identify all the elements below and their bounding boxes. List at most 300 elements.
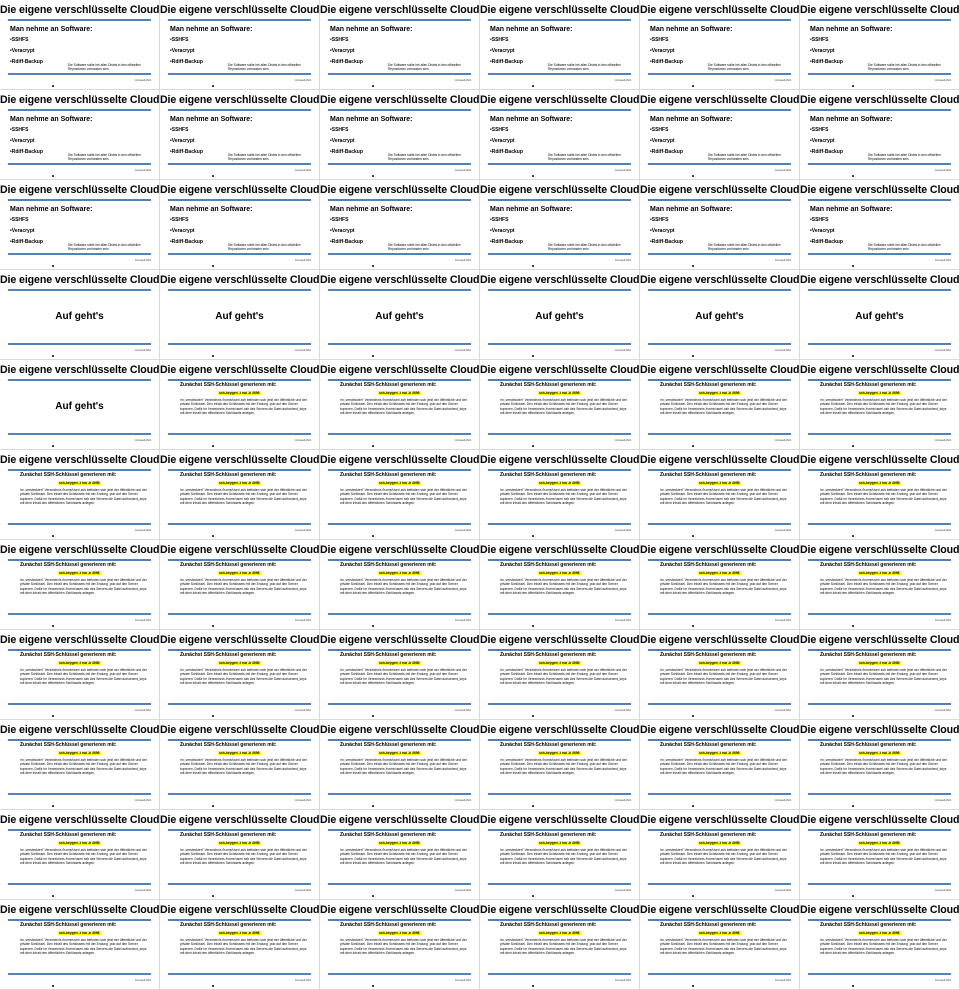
slide-footer: Linuxwelt 2021 (775, 168, 791, 172)
slide-thumbnail-28[interactable] (480, 360, 639, 449)
slide-thumbnail-40[interactable] (480, 540, 639, 629)
list-item: • SSHFS (170, 37, 203, 48)
slide-title: Die eigene verschlüsselte Cloud (480, 904, 639, 916)
ssh-command: ssh-keygen -t rsa -b 4096 (379, 751, 420, 755)
title-rule (648, 919, 791, 921)
slide-thumbnail-27[interactable] (320, 360, 479, 449)
slide-thumbnail-59[interactable] (640, 810, 799, 899)
slide-footer: Linuxwelt 2021 (935, 708, 951, 712)
title-rule (808, 469, 951, 471)
slide-title: Die eigene verschlüsselte Cloud (160, 904, 319, 916)
bottom-rule (648, 523, 791, 525)
bottom-rule (328, 613, 471, 615)
slide-thumbnail-17[interactable] (640, 180, 799, 269)
slide-footer: Linuxwelt 2021 (295, 258, 311, 262)
slide-thumbnail-9[interactable] (320, 90, 479, 179)
software-heading: Man nehme an Software: (170, 116, 253, 123)
software-note: Die Software sollte bei allen Distris in den offiziellen Repositorien vorhanden sein. (708, 63, 781, 71)
page-marker (692, 445, 694, 447)
bottom-rule (8, 523, 151, 525)
software-note: Die Software sollte bei allen Distris in den offiziellen Repositorien vorhanden sein. (388, 243, 461, 251)
slide-thumbnail-38[interactable] (160, 540, 319, 629)
software-list (810, 217, 843, 250)
slide-thumbnail-60[interactable] (800, 810, 959, 899)
slide-thumbnail-42[interactable] (800, 540, 959, 629)
slide-thumbnail-8[interactable] (160, 90, 319, 179)
slide-footer: Linuxwelt 2021 (775, 618, 791, 622)
ssh-heading: Zunächst SSH-Schlüssel generieren mit: (500, 742, 597, 748)
slide-title: Die eigene verschlüsselte Cloud (0, 814, 159, 826)
bottom-rule (8, 973, 151, 975)
slide-thumbnail-11[interactable] (640, 90, 799, 179)
title-rule (648, 109, 791, 111)
bottom-rule (328, 883, 471, 885)
slide-footer: Linuxwelt 2021 (295, 168, 311, 172)
list-item: • SSHFS (650, 37, 683, 48)
slide-thumbnail-6[interactable] (800, 0, 959, 89)
slide-footer: Linuxwelt 2021 (615, 168, 631, 172)
ssh-command: ssh-keygen -t rsa -b 4096 (219, 391, 260, 395)
slide-thumbnail-7[interactable] (0, 90, 159, 179)
list-item: • Veracrypt (170, 228, 203, 239)
page-marker (692, 805, 694, 807)
slide-thumbnail-56[interactable] (160, 810, 319, 899)
slide-footer: Linuxwelt 2021 (135, 708, 151, 712)
bottom-rule (808, 73, 951, 75)
ssh-heading: Zunächst SSH-Schlüssel generieren mit: (660, 652, 757, 658)
page-marker (692, 535, 694, 537)
list-item: • SSHFS (170, 127, 203, 138)
page-marker (52, 625, 54, 627)
software-note: Die Software sollte bei allen Distris in den offiziellen Repositorien vorhanden sein. (68, 153, 141, 161)
software-note: Die Software sollte bei allen Distris in den offiziellen Repositorien vorhanden sein. (548, 243, 621, 251)
ssh-heading: Zunächst SSH-Schlüssel generieren mit: (820, 922, 917, 928)
slide-footer: Linuxwelt 2021 (775, 438, 791, 442)
bottom-rule (488, 883, 631, 885)
bottom-rule (328, 163, 471, 165)
slide-thumbnail-51[interactable] (320, 720, 479, 809)
slide-thumbnail-34[interactable] (480, 450, 639, 539)
ssh-body: Im „versteckten" Verzeichnis /home/user/.ssh befinden sich jetzt der öffentliche und der private Schlüssel. Den Inhalt des Schlüssels mit der Endung .pub auf den Server kopieren. Dafür im Verzeichnis /home/user/.ssh des Servers die Datei authorized_keys mit dem Inhalt des öffentlichen Schlüssels anlegen. (500, 398, 627, 416)
ssh-command: ssh-keygen -t rsa -b 4096 (539, 571, 580, 575)
slide-title: Die eigene verschlüsselte Cloud (320, 364, 479, 376)
bottom-rule (488, 343, 631, 345)
ssh-body: Im „versteckten" Verzeichnis /home/user/.ssh befinden sich jetzt der öffentliche und der private Schlüssel. Den Inhalt des Schlüssels mit der Endung .pub auf den Server kopieren. Dafür im Verzeichnis /home/user/.ssh des Servers die Datei authorized_keys mit dem Inhalt des öffentlichen Schlüssels anlegen. (820, 758, 947, 776)
slide-thumbnail-14[interactable] (160, 180, 319, 269)
ssh-body: Im „versteckten" Verzeichnis /home/user/.ssh befinden sich jetzt der öffentliche und der private Schlüssel. Den Inhalt des Schlüssels mit der Endung .pub auf den Server kopieren. Dafür im Verzeichnis /home/user/.ssh des Servers die Datei authorized_keys mit dem Inhalt des öffentlichen Schlüssels anlegen. (660, 488, 787, 506)
ssh-command: ssh-keygen -t rsa -b 4096 (539, 661, 580, 665)
slide-footer: Linuxwelt 2021 (615, 888, 631, 892)
list-item: • SSHFS (490, 127, 523, 138)
slide-thumbnail-30[interactable] (800, 360, 959, 449)
ssh-body: Im „versteckten" Verzeichnis /home/user/.ssh befinden sich jetzt der öffentliche und der private Schlüssel. Den Inhalt des Schlüssels mit der Endung .pub auf den Server kopieren. Dafür im Verzeichnis /home/user/.ssh des Servers die Datei authorized_keys mit dem Inhalt des öffentlichen Schlüssels anlegen. (20, 578, 147, 596)
slide-thumbnail-57[interactable] (320, 810, 479, 899)
slide-thumbnail-24[interactable] (800, 270, 959, 359)
bottom-rule (8, 73, 151, 75)
slide-title: Die eigene verschlüsselte Cloud (160, 454, 319, 466)
software-note: Die Software sollte bei allen Distris in den offiziellen Repositorien vorhanden sein. (708, 153, 781, 161)
slide-thumbnail-18[interactable] (800, 180, 959, 269)
slide-thumbnail-1[interactable] (0, 0, 159, 89)
ssh-body: Im „versteckten" Verzeichnis /home/user/.ssh befinden sich jetzt der öffentliche und der private Schlüssel. Den Inhalt des Schlüssels mit der Endung .pub auf den Server kopieren. Dafür im Verzeichnis /home/user/.ssh des Servers die Datei authorized_keys mit dem Inhalt des öffentlichen Schlüssels anlegen. (660, 398, 787, 416)
slide-title: Die eigene verschlüsselte Cloud (800, 544, 959, 556)
title-rule (168, 19, 311, 21)
slide-footer: Linuxwelt 2021 (935, 798, 951, 802)
page-marker (372, 445, 374, 447)
slide-thumbnail-37[interactable] (0, 540, 159, 629)
slide-footer: Linuxwelt 2021 (135, 78, 151, 82)
slide-thumbnail-4[interactable] (480, 0, 639, 89)
title-rule (808, 649, 951, 651)
title-rule (8, 289, 151, 291)
bottom-rule (808, 523, 951, 525)
slide-footer: Linuxwelt 2021 (615, 258, 631, 262)
slide-footer: Linuxwelt 2021 (135, 348, 151, 352)
slide-footer: Linuxwelt 2021 (455, 438, 471, 442)
bottom-rule (648, 703, 791, 705)
ssh-command: ssh-keygen -t rsa -b 4096 (539, 391, 580, 395)
slide-thumbnail-12[interactable] (800, 90, 959, 179)
slide-title: Die eigene verschlüsselte Cloud (480, 364, 639, 376)
title-rule (328, 649, 471, 651)
bottom-rule (488, 73, 631, 75)
ssh-body: Im „versteckten" Verzeichnis /home/user/.ssh befinden sich jetzt der öffentliche und der private Schlüssel. Den Inhalt des Schlüssels mit der Endung .pub auf den Server kopieren. Dafür im Verzeichnis /home/user/.ssh des Servers die Datei authorized_keys mit dem Inhalt des öffentlichen Schlüssels anlegen. (180, 398, 307, 416)
list-item: • SSHFS (10, 37, 43, 48)
ssh-heading: Zunächst SSH-Schlüssel generieren mit: (820, 742, 917, 748)
slide-footer: Linuxwelt 2021 (935, 438, 951, 442)
slide-thumbnail-66[interactable] (800, 900, 959, 989)
title-rule (328, 739, 471, 741)
slide-thumbnail-41[interactable] (640, 540, 799, 629)
slide-thumbnail-16[interactable] (480, 180, 639, 269)
slide-thumbnail-32[interactable] (160, 450, 319, 539)
slide-footer: Linuxwelt 2021 (615, 798, 631, 802)
title-rule (648, 649, 791, 651)
ssh-heading: Zunächst SSH-Schlüssel generieren mit: (340, 562, 437, 568)
ssh-heading: Zunächst SSH-Schlüssel generieren mit: (180, 742, 277, 748)
slide-thumbnail-46[interactable] (480, 630, 639, 719)
ssh-command: ssh-keygen -t rsa -b 4096 (859, 751, 900, 755)
slide-thumbnail-5[interactable] (640, 0, 799, 89)
slide-thumbnail-3[interactable] (320, 0, 479, 89)
title-rule (808, 109, 951, 111)
slide-thumbnail-36[interactable] (800, 450, 959, 539)
ssh-body: Im „versteckten" Verzeichnis /home/user/.ssh befinden sich jetzt der öffentliche und der private Schlüssel. Den Inhalt des Schlüssels mit der Endung .pub auf den Server kopieren. Dafür im Verzeichnis /home/user/.ssh des Servers die Datei authorized_keys mit dem Inhalt des öffentlichen Schlüssels anlegen. (500, 578, 627, 596)
ssh-body: Im „versteckten" Verzeichnis /home/user/.ssh befinden sich jetzt der öffentliche und der private Schlüssel. Den Inhalt des Schlüssels mit der Endung .pub auf den Server kopieren. Dafür im Verzeichnis /home/user/.ssh des Servers die Datei authorized_keys mit dem Inhalt des öffentlichen Schlüssels anlegen. (340, 758, 467, 776)
ssh-body: Im „versteckten" Verzeichnis /home/user/.ssh befinden sich jetzt der öffentliche und der private Schlüssel. Den Inhalt des Schlüssels mit der Endung .pub auf den Server kopieren. Dafür im Verzeichnis /home/user/.ssh des Servers die Datei authorized_keys mit dem Inhalt des öffentlichen Schlüssels anlegen. (340, 488, 467, 506)
slide-thumbnail-65[interactable] (640, 900, 799, 989)
slide-footer: Linuxwelt 2021 (775, 78, 791, 82)
slide-footer: Linuxwelt 2021 (295, 348, 311, 352)
slide-title: Die eigene verschlüsselte Cloud (0, 94, 159, 106)
ssh-heading: Zunächst SSH-Schlüssel generieren mit: (660, 562, 757, 568)
software-heading: Man nehme an Software: (490, 206, 573, 213)
slide-thumbnail-39[interactable] (320, 540, 479, 629)
slide-footer: Linuxwelt 2021 (615, 708, 631, 712)
software-list (10, 37, 43, 70)
list-item: • Veracrypt (10, 48, 43, 59)
list-item: • Rdiff-Backup (170, 149, 203, 160)
software-note: Die Software sollte bei allen Distris in den offiziellen Repositorien vorhanden sein. (868, 243, 941, 251)
page-marker (852, 805, 854, 807)
list-item: • Rdiff-Backup (650, 59, 683, 70)
slide-title: Die eigene verschlüsselte Cloud (800, 4, 959, 16)
slide-thumbnail-52[interactable] (480, 720, 639, 809)
slide-thumbnail-25[interactable] (0, 360, 159, 449)
list-item: • Rdiff-Backup (810, 239, 843, 250)
bottom-rule (168, 793, 311, 795)
ssh-command: ssh-keygen -t rsa -b 4096 (539, 481, 580, 485)
ssh-body: Im „versteckten" Verzeichnis /home/user/.ssh befinden sich jetzt der öffentliche und der private Schlüssel. Den Inhalt des Schlüssels mit der Endung .pub auf den Server kopieren. Dafür im Verzeichnis /home/user/.ssh des Servers die Datei authorized_keys mit dem Inhalt des öffentlichen Schlüssels anlegen. (500, 488, 627, 506)
slide-title: Die eigene verschlüsselte Cloud (480, 814, 639, 826)
ssh-command: ssh-keygen -t rsa -b 4096 (859, 391, 900, 395)
slide-footer: Linuxwelt 2021 (935, 528, 951, 532)
title-rule (808, 829, 951, 831)
software-note: Die Software sollte bei allen Distris in den offiziellen Repositorien vorhanden sein. (868, 63, 941, 71)
list-item: • Veracrypt (650, 138, 683, 149)
software-list (170, 37, 203, 70)
slide-footer: Linuxwelt 2021 (775, 798, 791, 802)
title-rule (328, 289, 471, 291)
bottom-rule (808, 883, 951, 885)
page-marker (852, 175, 854, 177)
ssh-heading: Zunächst SSH-Schlüssel generieren mit: (660, 382, 757, 388)
slide-title: Die eigene verschlüsselte Cloud (320, 814, 479, 826)
slide-footer: Linuxwelt 2021 (775, 708, 791, 712)
ssh-body: Im „versteckten" Verzeichnis /home/user/.ssh befinden sich jetzt der öffentliche und der private Schlüssel. Den Inhalt des Schlüssels mit der Endung .pub auf den Server kopieren. Dafür im Verzeichnis /home/user/.ssh des Servers die Datei authorized_keys mit dem Inhalt des öffentlichen Schlüssels anlegen. (820, 848, 947, 866)
slide-thumbnail-49[interactable] (0, 720, 159, 809)
ssh-command: ssh-keygen -t rsa -b 4096 (379, 571, 420, 575)
bottom-rule (328, 253, 471, 255)
slide-thumbnail-19[interactable] (0, 270, 159, 359)
ssh-heading: Zunächst SSH-Schlüssel generieren mit: (180, 832, 277, 838)
title-rule (168, 649, 311, 651)
list-item: • Veracrypt (810, 228, 843, 239)
page-marker (52, 535, 54, 537)
software-heading: Man nehme an Software: (650, 206, 733, 213)
bottom-rule (488, 703, 631, 705)
slide-title: Die eigene verschlüsselte Cloud (640, 454, 799, 466)
slide-footer: Linuxwelt 2021 (295, 798, 311, 802)
slide-thumbnail-43[interactable] (0, 630, 159, 719)
ssh-heading: Zunächst SSH-Schlüssel generieren mit: (820, 562, 917, 568)
list-item: • Rdiff-Backup (650, 239, 683, 250)
ssh-body: Im „versteckten" Verzeichnis /home/user/.ssh befinden sich jetzt der öffentliche und der private Schlüssel. Den Inhalt des Schlüssels mit der Endung .pub auf den Server kopieren. Dafür im Verzeichnis /home/user/.ssh des Servers die Datei authorized_keys mit dem Inhalt des öffentlichen Schlüssels anlegen. (180, 488, 307, 506)
bottom-rule (488, 793, 631, 795)
slide-footer: Linuxwelt 2021 (935, 168, 951, 172)
list-item: • Rdiff-Backup (810, 59, 843, 70)
slide-thumbnail-29[interactable] (640, 360, 799, 449)
title-rule (8, 649, 151, 651)
list-item: • SSHFS (170, 217, 203, 228)
ssh-command: ssh-keygen -t rsa -b 4096 (219, 931, 260, 935)
ssh-heading: Zunächst SSH-Schlüssel generieren mit: (340, 652, 437, 658)
page-marker (852, 535, 854, 537)
list-item: • Veracrypt (810, 138, 843, 149)
page-marker (212, 175, 214, 177)
slide-thumbnail-31[interactable] (0, 450, 159, 539)
slide-title: Die eigene verschlüsselte Cloud (800, 184, 959, 196)
page-marker (852, 85, 854, 87)
slide-footer: Linuxwelt 2021 (135, 168, 151, 172)
start-text: Auf geht's (375, 311, 424, 322)
software-heading: Man nehme an Software: (170, 206, 253, 213)
software-heading: Man nehme an Software: (330, 26, 413, 33)
title-rule (8, 829, 151, 831)
slide-title: Die eigene verschlüsselte Cloud (640, 184, 799, 196)
slide-footer: Linuxwelt 2021 (935, 78, 951, 82)
slide-thumbnail-64[interactable] (480, 900, 639, 989)
bottom-rule (168, 883, 311, 885)
bottom-rule (168, 163, 311, 165)
ssh-body: Im „versteckten" Verzeichnis /home/user/.ssh befinden sich jetzt der öffentliche und der private Schlüssel. Den Inhalt des Schlüssels mit der Endung .pub auf den Server kopieren. Dafür im Verzeichnis /home/user/.ssh des Servers die Datei authorized_keys mit dem Inhalt des öffentlichen Schlüssels anlegen. (820, 668, 947, 686)
slide-footer: Linuxwelt 2021 (455, 978, 471, 982)
ssh-command: ssh-keygen -t rsa -b 4096 (59, 931, 100, 935)
slide-thumbnail-44[interactable] (160, 630, 319, 719)
page-marker (212, 805, 214, 807)
ssh-command: ssh-keygen -t rsa -b 4096 (699, 481, 740, 485)
slide-title: Die eigene verschlüsselte Cloud (800, 94, 959, 106)
page-marker (692, 895, 694, 897)
slide-thumbnail-13[interactable] (0, 180, 159, 269)
ssh-command: ssh-keygen -t rsa -b 4096 (859, 661, 900, 665)
slide-title: Die eigene verschlüsselte Cloud (160, 274, 319, 286)
slide-thumbnail-53[interactable] (640, 720, 799, 809)
ssh-body: Im „versteckten" Verzeichnis /home/user/.ssh befinden sich jetzt der öffentliche und der private Schlüssel. Den Inhalt des Schlüssels mit der Endung .pub auf den Server kopieren. Dafür im Verzeichnis /home/user/.ssh des Servers die Datei authorized_keys mit dem Inhalt des öffentlichen Schlüssels anlegen. (660, 668, 787, 686)
ssh-heading: Zunächst SSH-Schlüssel generieren mit: (20, 742, 117, 748)
title-rule (328, 19, 471, 21)
bottom-rule (808, 973, 951, 975)
slide-thumbnail-45[interactable] (320, 630, 479, 719)
list-item: • Veracrypt (650, 228, 683, 239)
ssh-heading: Zunächst SSH-Schlüssel generieren mit: (660, 472, 757, 478)
page-marker (852, 445, 854, 447)
title-rule (648, 829, 791, 831)
ssh-command: ssh-keygen -t rsa -b 4096 (699, 841, 740, 845)
slide-thumbnail-63[interactable] (320, 900, 479, 989)
software-note: Die Software sollte bei allen Distris in den offiziellen Repositorien vorhanden sein. (68, 243, 141, 251)
ssh-command: ssh-keygen -t rsa -b 4096 (859, 481, 900, 485)
software-note: Die Software sollte bei allen Distris in den offiziellen Repositorien vorhanden sein. (868, 153, 941, 161)
bottom-rule (328, 793, 471, 795)
ssh-body: Im „versteckten" Verzeichnis /home/user/.ssh befinden sich jetzt der öffentliche und der private Schlüssel. Den Inhalt des Schlüssels mit der Endung .pub auf den Server kopieren. Dafür im Verzeichnis /home/user/.ssh des Servers die Datei authorized_keys mit dem Inhalt des öffentlichen Schlüssels anlegen. (20, 758, 147, 776)
slide-thumbnail-10[interactable] (480, 90, 639, 179)
slide-thumbnail-2[interactable] (160, 0, 319, 89)
slide-thumbnail-33[interactable] (320, 450, 479, 539)
list-item: • Rdiff-Backup (10, 59, 43, 70)
page-marker (372, 535, 374, 537)
title-rule (168, 379, 311, 381)
ssh-heading: Zunächst SSH-Schlüssel generieren mit: (180, 922, 277, 928)
list-item: • SSHFS (650, 127, 683, 138)
ssh-command: ssh-keygen -t rsa -b 4096 (859, 841, 900, 845)
slide-thumbnail-62[interactable] (160, 900, 319, 989)
slide-thumbnail-61[interactable] (0, 900, 159, 989)
slide-thumbnail-47[interactable] (640, 630, 799, 719)
software-list (650, 37, 683, 70)
ssh-heading: Zunächst SSH-Schlüssel generieren mit: (180, 652, 277, 658)
start-text: Auf geht's (855, 311, 904, 322)
list-item: • SSHFS (10, 217, 43, 228)
ssh-command: ssh-keygen -t rsa -b 4096 (59, 571, 100, 575)
page-marker (852, 895, 854, 897)
slide-title: Die eigene verschlüsselte Cloud (320, 184, 479, 196)
ssh-body: Im „versteckten" Verzeichnis /home/user/.ssh befinden sich jetzt der öffentliche und der private Schlüssel. Den Inhalt des Schlüssels mit der Endung .pub auf den Server kopieren. Dafür im Verzeichnis /home/user/.ssh des Servers die Datei authorized_keys mit dem Inhalt des öffentlichen Schlüssels anlegen. (660, 938, 787, 956)
page-marker (532, 985, 534, 987)
ssh-heading: Zunächst SSH-Schlüssel generieren mit: (340, 922, 437, 928)
start-text: Auf geht's (215, 311, 264, 322)
software-heading: Man nehme an Software: (650, 116, 733, 123)
ssh-heading: Zunächst SSH-Schlüssel generieren mit: (500, 922, 597, 928)
slide-thumbnail-35[interactable] (640, 450, 799, 539)
slide-title: Die eigene verschlüsselte Cloud (800, 634, 959, 646)
slide-thumbnail-54[interactable] (800, 720, 959, 809)
bottom-rule (488, 613, 631, 615)
page-marker (212, 895, 214, 897)
software-heading: Man nehme an Software: (810, 26, 893, 33)
slide-thumbnail-20[interactable] (160, 270, 319, 359)
slide-thumbnail-21[interactable] (320, 270, 479, 359)
ssh-command: ssh-keygen -t rsa -b 4096 (59, 481, 100, 485)
software-heading: Man nehme an Software: (330, 206, 413, 213)
title-rule (328, 469, 471, 471)
slide-thumbnail-58[interactable] (480, 810, 639, 899)
software-heading: Man nehme an Software: (810, 206, 893, 213)
title-rule (8, 379, 151, 381)
slide-title: Die eigene verschlüsselte Cloud (0, 274, 159, 286)
page-marker (212, 625, 214, 627)
software-heading: Man nehme an Software: (490, 116, 573, 123)
bottom-rule (648, 883, 791, 885)
page-marker (212, 715, 214, 717)
list-item: • Veracrypt (10, 228, 43, 239)
slide-thumbnail-15[interactable] (320, 180, 479, 269)
slide-thumbnail-23[interactable] (640, 270, 799, 359)
list-item: • Rdiff-Backup (170, 239, 203, 250)
list-item: • SSHFS (650, 217, 683, 228)
list-item: • Rdiff-Backup (330, 59, 363, 70)
page-marker (532, 445, 534, 447)
title-rule (488, 919, 631, 921)
slide-footer: Linuxwelt 2021 (455, 348, 471, 352)
slide-thumbnail-26[interactable] (160, 360, 319, 449)
software-list (170, 127, 203, 160)
title-rule (8, 739, 151, 741)
slide-footer: Linuxwelt 2021 (775, 978, 791, 982)
ssh-command: ssh-keygen -t rsa -b 4096 (379, 481, 420, 485)
start-text: Auf geht's (695, 311, 744, 322)
ssh-body: Im „versteckten" Verzeichnis /home/user/.ssh befinden sich jetzt der öffentliche und der private Schlüssel. Den Inhalt des Schlüssels mit der Endung .pub auf den Server kopieren. Dafür im Verzeichnis /home/user/.ssh des Servers die Datei authorized_keys mit dem Inhalt des öffentlichen Schlüssels anlegen. (340, 578, 467, 596)
slide-thumbnail-22[interactable] (480, 270, 639, 359)
slide-thumbnail-48[interactable] (800, 630, 959, 719)
ssh-command: ssh-keygen -t rsa -b 4096 (699, 391, 740, 395)
list-item: • Veracrypt (170, 48, 203, 59)
slide-thumbnail-50[interactable] (160, 720, 319, 809)
slide-thumbnail-55[interactable] (0, 810, 159, 899)
ssh-command: ssh-keygen -t rsa -b 4096 (539, 751, 580, 755)
page-marker (52, 85, 54, 87)
ssh-heading: Zunächst SSH-Schlüssel generieren mit: (20, 472, 117, 478)
title-rule (8, 469, 151, 471)
ssh-body: Im „versteckten" Verzeichnis /home/user/.ssh befinden sich jetzt der öffentliche und der private Schlüssel. Den Inhalt des Schlüssels mit der Endung .pub auf den Server kopieren. Dafür im Verzeichnis /home/user/.ssh des Servers die Datei authorized_keys mit dem Inhalt des öffentlichen Schlüssels anlegen. (820, 938, 947, 956)
bottom-rule (8, 883, 151, 885)
page-marker (212, 265, 214, 267)
title-rule (328, 559, 471, 561)
list-item: • SSHFS (330, 127, 363, 138)
bottom-rule (328, 433, 471, 435)
ssh-command: ssh-keygen -t rsa -b 4096 (219, 661, 260, 665)
start-text: Auf geht's (55, 401, 104, 412)
